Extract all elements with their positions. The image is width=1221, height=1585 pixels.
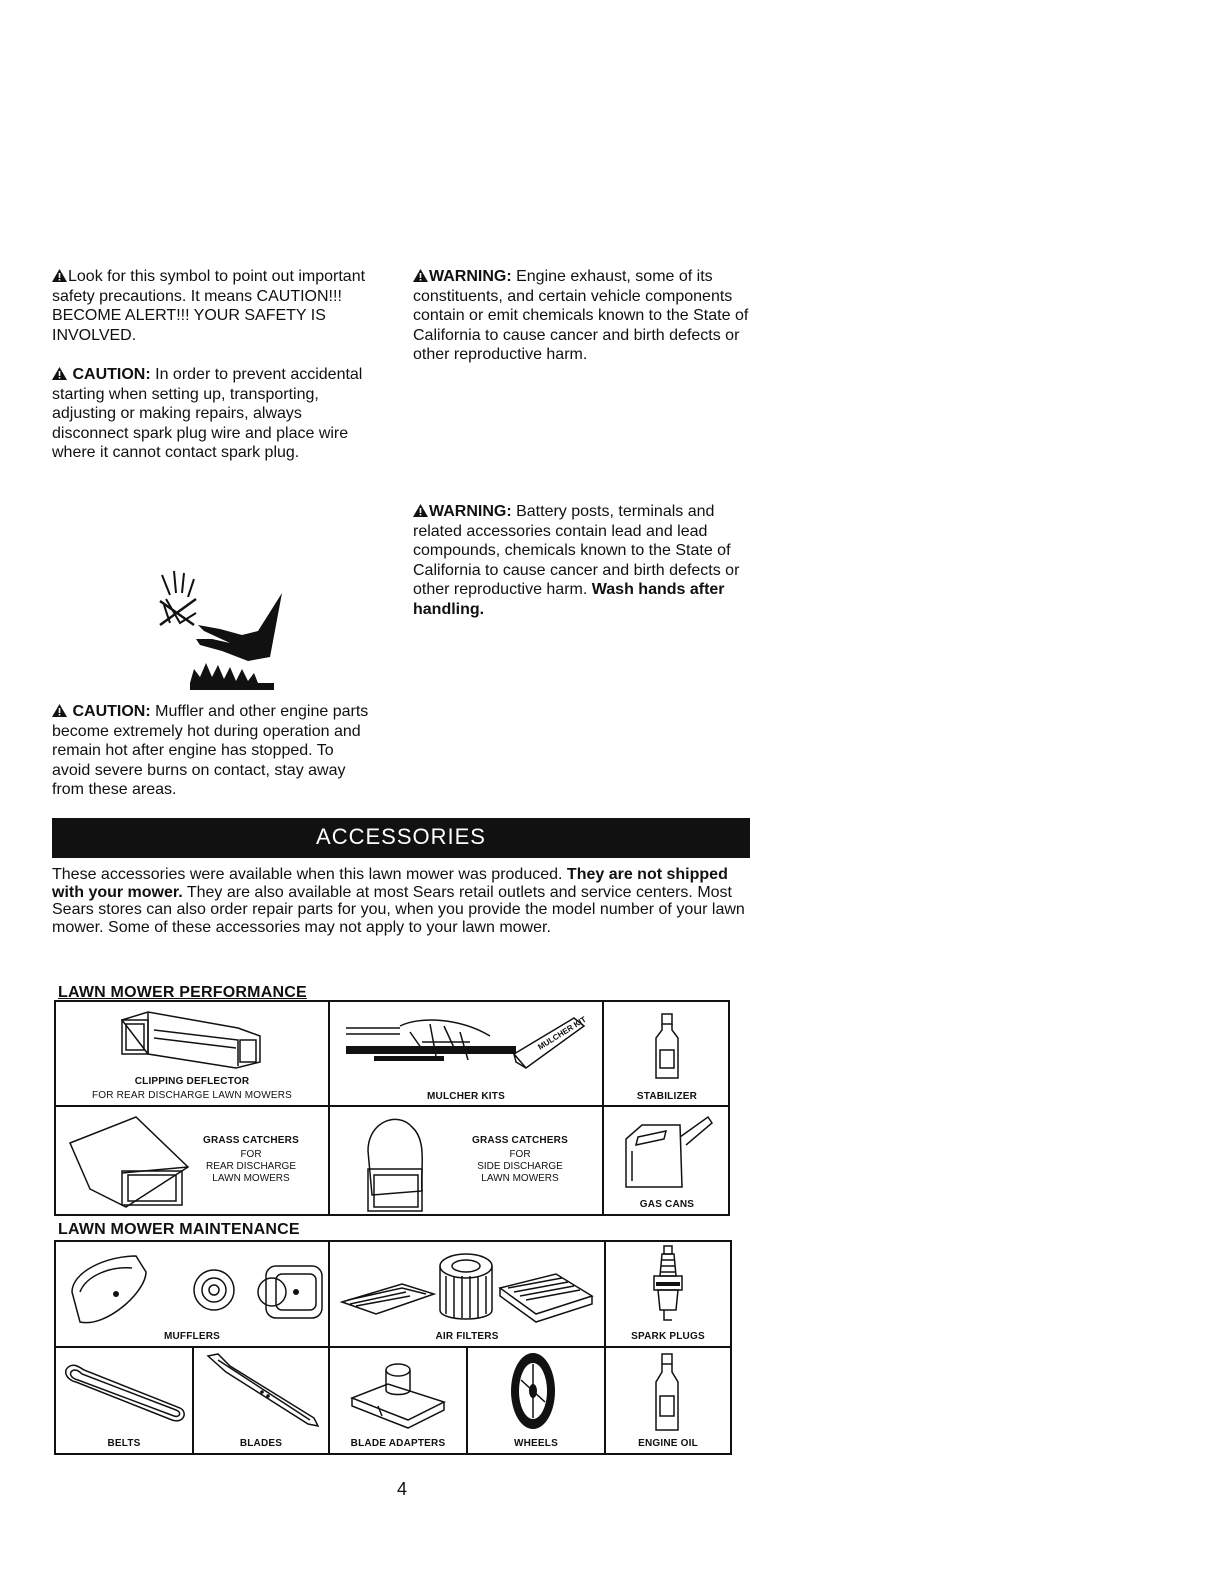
safety-warning-exhaust: WARNING: Engine exhaust, some of its constituents, and certain vehicle components contain or emit chemicals known to the State of California to cause cancer and birth defects or other reproductive harm.: [413, 268, 749, 364]
svg-text:MULCHER KIT: MULCHER KIT: [536, 1014, 588, 1052]
wheels-cell: [468, 1348, 604, 1453]
grass-catcher-rear-icon: [66, 1113, 196, 1213]
safety-look-symbol: Look for this symbol to point out important safety precautions. It means CAUTION!!! BECOME ALERT!!! YOUR SAFETY IS INVOLVED.: [52, 268, 366, 344]
air-filters-label: AIR FILTERS: [435, 1331, 499, 1342]
air-filters-cell: [330, 1242, 604, 1346]
grass-catchers-side-title: GRASS CATCHERS: [472, 1135, 568, 1146]
belts-label: BELTS: [107, 1438, 141, 1449]
clipping-deflector-icon: [118, 1010, 268, 1072]
accessories-banner: [52, 818, 750, 858]
blade-icon: [200, 1352, 324, 1432]
mulcher-kits-cell: [330, 1002, 602, 1105]
gas-cans-cell: [604, 1107, 730, 1214]
gas-cans-label: GAS CANS: [639, 1199, 695, 1210]
wheels-label: WHEELS: [514, 1438, 558, 1449]
accessories-title: ACCESSORIES: [316, 824, 486, 849]
warning-triangle-icon: [413, 504, 428, 517]
hot-surface-hand-icon: [150, 565, 280, 695]
accessories-intro: These accessories were available when this lawn mower was produced. They are not shipped with your mower. They are also available at most Sears retail outlets and service centers. Most Sears stores can also order repair parts for you, when you provide the model number of your lawn mower. Some of these accessories may not apply to your lawn mower.: [52, 866, 745, 936]
warning-triangle-icon: [52, 269, 67, 282]
blades-label: BLADES: [239, 1438, 283, 1449]
clipping-deflector-label: CLIPPING DEFLECTOR: [134, 1076, 250, 1087]
blade-adapters-label: BLADE ADAPTERS: [350, 1438, 446, 1449]
clipping-deflector-cell: [56, 1002, 328, 1105]
muffler-icon: [66, 1252, 326, 1332]
wheel-icon: [508, 1350, 558, 1432]
blade-adapters-cell: [330, 1348, 466, 1453]
stabilizer-cell: [604, 1002, 730, 1105]
belts-cell: [56, 1348, 192, 1453]
engine-oil-cell: [606, 1348, 730, 1453]
warning-triangle-icon: [413, 269, 428, 282]
gas-can-icon: [622, 1115, 718, 1191]
stabilizer-label: STABILIZER: [636, 1091, 698, 1102]
stabilizer-bottle-icon: [652, 1012, 682, 1080]
maintenance-heading: LAWN MOWER MAINTENANCE: [58, 1221, 300, 1238]
air-filter-icon: [336, 1248, 598, 1328]
blade-adapter-icon: [348, 1358, 448, 1428]
engine-oil-bottle-icon: [652, 1352, 682, 1432]
spark-plugs-cell: [606, 1242, 730, 1346]
mufflers-label: MUFFLERS: [163, 1331, 221, 1342]
grass-catchers-side-cell: GRASS CATCHERS FOR SIDE DISCHARGE LAWN MOWERS: [330, 1107, 602, 1214]
mufflers-cell: [56, 1242, 328, 1346]
blades-cell: [194, 1348, 328, 1453]
safety-caution-hot-muffler: CAUTION: Muffler and other engine parts become extremely hot during operation and remain hot after engine has stopped. To avoid severe burns on contact, stay away from these areas.: [52, 703, 369, 799]
performance-grid: [54, 1000, 730, 1216]
safety-caution-disconnect: CAUTION: In order to prevent accidental starting when setting up, transporting, adjusting or making repairs, always disconnect spark plug wire and place wire where it cannot contact spark plug.: [52, 366, 363, 462]
mulcher-kit-icon: [340, 1012, 600, 1078]
page-number: 4: [396, 1479, 407, 1499]
grass-catchers-rear-title: GRASS CATCHERS: [203, 1135, 299, 1146]
grass-catcher-side-icon: [338, 1111, 438, 1215]
maintenance-grid: [54, 1240, 732, 1455]
spark-plugs-label: SPARK PLUGS: [631, 1331, 705, 1342]
grass-catchers-rear-cell: GRASS CATCHERS FOR REAR DISCHARGE LAWN MOWERS: [56, 1107, 328, 1214]
performance-heading: LAWN MOWER PERFORMANCE: [58, 984, 307, 1001]
warning-triangle-icon: [52, 367, 67, 380]
spark-plug-icon: [650, 1244, 686, 1328]
safety-warning-battery: WARNING: Battery posts, terminals and related accessories contain lead and lead compounds, chemicals known to the State of California to cause cancer and birth defects or other reproductive harm. Wash hands after handling.: [413, 503, 740, 618]
mulcher-kits-label: MULCHER KITS: [427, 1091, 505, 1102]
warning-triangle-icon: [52, 704, 67, 717]
belt-icon: [60, 1358, 190, 1428]
engine-oil-label: ENGINE OIL: [638, 1438, 698, 1449]
clipping-deflector-sublabel: FOR REAR DISCHARGE LAWN MOWERS: [91, 1090, 293, 1101]
